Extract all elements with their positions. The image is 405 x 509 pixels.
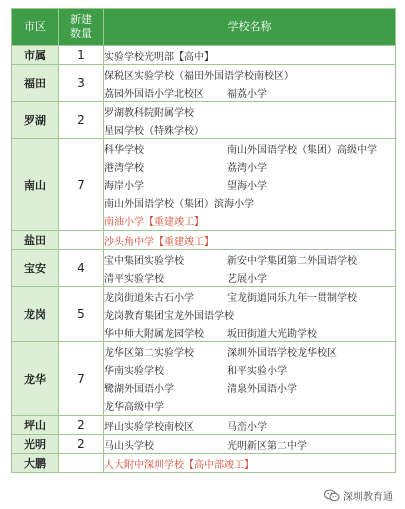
school-name: 港湾学校 — [104, 163, 144, 174]
school-line — [104, 343, 395, 361]
count-cell — [59, 454, 104, 473]
school-name: 新安中学集团第二外国语学校 — [227, 255, 357, 267]
school-name: 艺展小学 — [227, 273, 267, 285]
school-line — [104, 176, 395, 194]
school-name: 和平实验小学 — [227, 366, 287, 377]
table-row — [12, 287, 396, 342]
school-name: 沙头角中学【重建竣工】 — [104, 236, 214, 248]
school-name: 龙岗街道朱古石小学 — [104, 292, 194, 304]
table-row — [12, 342, 396, 416]
table-row — [12, 65, 396, 102]
school-name: 龙华区第二实验学校 — [104, 348, 194, 359]
school-line — [104, 250, 395, 268]
school-name: 马峦小学 — [227, 421, 267, 433]
school-name: 清泉外国语小学 — [227, 384, 297, 395]
table-row — [12, 416, 396, 435]
school-name: 龙华高级中学 — [104, 402, 164, 413]
school-line — [104, 140, 395, 158]
header-count-line2: 数量 — [70, 27, 92, 40]
school-line — [104, 323, 395, 341]
school-line — [104, 416, 395, 434]
school-names-cell — [104, 46, 396, 65]
school-name: 福荔小学 — [227, 88, 267, 100]
school-names-cell — [104, 231, 396, 250]
table-row — [12, 250, 396, 287]
school-line — [104, 46, 395, 64]
table-row — [12, 454, 396, 473]
school-name: 星园学校（特殊学校） — [104, 125, 204, 137]
school-line — [104, 379, 395, 397]
school-line — [104, 120, 395, 138]
school-name: 华中师大附属龙园学校 — [104, 328, 204, 340]
school-name: 人大附中深圳学校【高中部竣工】 — [104, 459, 254, 471]
district-cell: 盐田 — [12, 231, 59, 250]
school-line — [104, 231, 395, 249]
wechat-icon — [324, 489, 340, 502]
count-cell: 2 — [59, 102, 104, 139]
school-line — [104, 397, 395, 415]
school-line — [104, 212, 395, 230]
school-line — [104, 194, 395, 212]
district-cell: 南山 — [12, 139, 59, 231]
watermark — [324, 488, 393, 503]
count-cell: 7 — [59, 342, 104, 416]
school-names-cell — [104, 416, 396, 435]
school-name: 光明新区第二中学 — [227, 440, 307, 452]
school-line — [104, 158, 395, 176]
count-cell: 7 — [59, 139, 104, 231]
school-name: 科华学校 — [104, 145, 144, 156]
school-name: 海岸小学 — [104, 181, 144, 192]
school-name: 龙岗教育集团宝龙外国语学校 — [104, 310, 234, 322]
school-line — [104, 361, 395, 379]
table-header — [12, 9, 396, 46]
school-line — [104, 435, 395, 453]
header-count-line1: 新建 — [70, 13, 92, 26]
school-line — [104, 287, 395, 305]
district-cell: 大鹏 — [12, 454, 59, 473]
school-name: 坪山实验学校南校区 — [104, 421, 194, 433]
school-line — [104, 65, 395, 83]
district-cell: 罗湖 — [12, 102, 59, 139]
school-name: 宝龙街道同乐九年一贯制学校 — [227, 292, 357, 304]
school-names-cell — [104, 435, 396, 454]
school-names-cell — [104, 102, 396, 139]
school-line — [104, 454, 395, 472]
school-name: 南油小学【重建竣工】 — [104, 217, 204, 228]
school-names-cell — [104, 65, 396, 102]
table-row — [12, 139, 396, 231]
count-cell: 3 — [59, 65, 104, 102]
count-cell: 2 — [59, 435, 104, 454]
school-names-cell — [104, 250, 396, 287]
district-cell: 宝安 — [12, 250, 59, 287]
school-line — [104, 83, 395, 101]
school-name: 深圳外国语学校龙华校区 — [227, 348, 337, 359]
school-name: 鹭湖外国语小学 — [104, 384, 174, 395]
school-name: 马山头学校 — [104, 440, 154, 452]
header-count — [59, 9, 104, 46]
school-names-cell — [104, 342, 396, 416]
header-school-names: 学校名称 — [104, 9, 396, 46]
district-cell: 龙华 — [12, 342, 59, 416]
school-names-cell — [104, 139, 396, 231]
district-cell: 坪山 — [12, 416, 59, 435]
district-cell: 福田 — [12, 65, 59, 102]
school-name: 华南实验学校 — [104, 366, 164, 377]
count-cell — [59, 231, 104, 250]
school-name: 坂田街道大光勘学校 — [227, 328, 317, 340]
count-cell: 2 — [59, 416, 104, 435]
school-name: 望海小学 — [227, 181, 267, 192]
table-row — [12, 231, 396, 250]
school-names-cell — [104, 287, 396, 342]
table-row — [12, 102, 396, 139]
header-district: 市区 — [12, 9, 59, 46]
school-name: 清平实验学校 — [104, 273, 164, 285]
school-line — [104, 268, 395, 286]
table-row — [12, 435, 396, 454]
district-cell: 光明 — [12, 435, 59, 454]
school-name: 荔园外国语小学北校区 — [104, 88, 204, 100]
school-line — [104, 305, 395, 323]
count-cell: 5 — [59, 287, 104, 342]
school-name: 实验学校光明部【高中】 — [104, 51, 214, 63]
school-name: 南山外国语学校（集团）高级中学 — [227, 145, 377, 156]
watermark-text: 深圳教育通 — [343, 492, 393, 503]
count-cell: 4 — [59, 250, 104, 287]
table-row — [12, 46, 396, 65]
count-cell: 1 — [59, 46, 104, 65]
district-cell: 市属 — [12, 46, 59, 65]
school-line — [104, 102, 395, 120]
table-body — [12, 46, 396, 473]
district-cell: 龙岗 — [12, 287, 59, 342]
school-name: 荔湾小学 — [227, 163, 267, 174]
new-schools-table — [11, 8, 396, 473]
school-names-cell — [104, 454, 396, 473]
school-name: 保税区实验学校（福田外国语学校南校区） — [104, 70, 294, 82]
school-name: 罗湖教科院附属学校 — [104, 107, 194, 119]
school-name: 南山外国语学校（集团）滨海小学 — [104, 199, 254, 210]
school-name: 宝中集团实验学校 — [104, 255, 184, 267]
